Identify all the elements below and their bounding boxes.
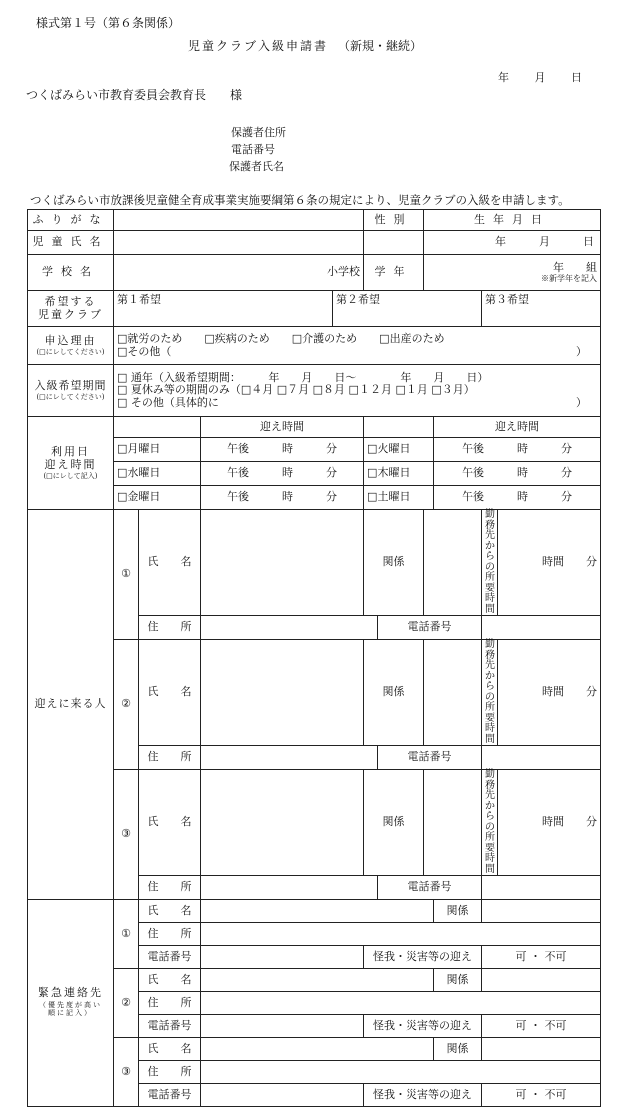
- time-saturday[interactable]: 午後 時 分: [434, 486, 601, 510]
- child-name-label: 児童氏名: [28, 231, 114, 255]
- birthdate-field[interactable]: 年 月 日: [424, 231, 601, 255]
- pickup-address-field-1[interactable]: [201, 616, 378, 640]
- date-line[interactable]: 年 月 日: [498, 71, 582, 84]
- period-line-2[interactable]: □ 夏休み等の期間のみ（□４月 □７月 □８月 □１２月 □１月 □３月）: [117, 383, 475, 397]
- emergency-injury-label-3: 怪我・災害等の迎え: [364, 1084, 482, 1107]
- reason-line-2[interactable]: [117, 346, 597, 359]
- emergency-name-label-2: 氏 名: [139, 969, 201, 992]
- day-thursday[interactable]: □木曜日: [364, 462, 434, 486]
- intro-text: つくばみらい市放課後児童健全育成事業実施要綱第６条の規定により、児童クラブの入級を申請します。: [30, 193, 570, 207]
- child-name-field[interactable]: [114, 231, 364, 255]
- reason-label-text: 申込理由: [44, 334, 97, 348]
- club-label: [28, 291, 114, 327]
- form-title-sub: （新規・継続）: [338, 39, 423, 53]
- club-label-line2: 児童クラブ: [38, 307, 103, 321]
- period-note: (□にレしてください): [36, 392, 105, 401]
- period-label: [28, 365, 114, 417]
- time-tuesday[interactable]: 午後 時 分: [434, 438, 601, 462]
- emergency-injury-label-2: 怪我・災害等の迎え: [364, 1015, 482, 1038]
- pickup-number-2: ②: [114, 640, 139, 770]
- time-monday[interactable]: 午後 時 分: [201, 438, 364, 462]
- pickup-phone-label-1: 電話番号: [378, 616, 482, 640]
- furigana-label: ふりがな: [28, 210, 114, 231]
- emergency-address-field-3[interactable]: [201, 1061, 601, 1084]
- gender-field[interactable]: [364, 231, 424, 255]
- emergency-number-2: ②: [114, 969, 139, 1038]
- day-monday[interactable]: □月曜日: [114, 438, 201, 462]
- pickup-name-label-1: 氏 名: [139, 510, 201, 616]
- day-tuesday[interactable]: □火曜日: [364, 438, 434, 462]
- club-label-line1: 希望する: [44, 294, 97, 308]
- day-friday[interactable]: □金曜日: [114, 486, 201, 510]
- pickup-relation-field-2[interactable]: [424, 640, 482, 746]
- reason-line-1[interactable]: □就労のため □疾病のため □介護のため □出産のため: [117, 331, 445, 345]
- emergency-address-field-1[interactable]: [201, 923, 601, 946]
- pickup-name-field-1[interactable]: [201, 510, 364, 616]
- reason-note: (□にレしてください): [36, 347, 105, 356]
- form-title-main: 児童クラブ入級申請書: [188, 39, 329, 53]
- emergency-phone-label-3: 電話番号: [139, 1084, 201, 1107]
- period-options[interactable]: [114, 365, 601, 417]
- emergency-name-label-3: 氏 名: [139, 1038, 201, 1061]
- choice-3-field[interactable]: 第３希望: [482, 291, 601, 327]
- pickup-time-header-left: 迎え時間: [201, 417, 364, 438]
- reason-close: ）: [576, 344, 588, 358]
- pickup-commute-field-3[interactable]: 時間 分: [498, 770, 601, 876]
- reason-options[interactable]: [114, 327, 601, 365]
- pickup-commute-field-1[interactable]: 時間 分: [498, 510, 601, 616]
- choice-2-field[interactable]: 第２希望: [333, 291, 482, 327]
- guardian-address-label[interactable]: 保護者住所: [231, 126, 286, 139]
- pickup-phone-field-2[interactable]: [482, 746, 601, 770]
- school-field[interactable]: 小学校: [114, 255, 364, 291]
- furigana-field[interactable]: [114, 210, 364, 231]
- emergency-phone-field-1[interactable]: [201, 946, 364, 969]
- guardian-name-label[interactable]: 保護者氏名: [229, 160, 284, 173]
- emergency-number-1: ①: [114, 900, 139, 969]
- emergency-label: [28, 900, 114, 1107]
- emergency-availability-3[interactable]: 可 ・ 不可: [482, 1084, 601, 1107]
- emergency-address-label-1: 住 所: [139, 923, 201, 946]
- emergency-relation-label-2: 関係: [434, 969, 482, 992]
- emergency-availability-1[interactable]: 可 ・ 不可: [482, 946, 601, 969]
- form-title: [188, 37, 422, 54]
- period-close: ）: [576, 395, 588, 409]
- emergency-phone-field-3[interactable]: [201, 1084, 364, 1107]
- addressee: つくばみらい市教育委員会教育長 様: [26, 88, 243, 102]
- pickup-commute-label-2: 勤務先からの所要時間: [482, 640, 498, 746]
- emergency-address-label-2: 住 所: [139, 992, 201, 1015]
- emergency-availability-2[interactable]: 可 ・ 不可: [482, 1015, 601, 1038]
- usage-day-header-right: [364, 417, 434, 438]
- emergency-address-label-3: 住 所: [139, 1061, 201, 1084]
- pickup-relation-label-1: 関係: [364, 510, 424, 616]
- guardian-phone-label[interactable]: 電話番号: [231, 143, 275, 156]
- reason-label: [28, 327, 114, 365]
- usage-label-1: 利用日: [51, 445, 90, 459]
- pickup-commute-field-2[interactable]: 時間 分: [498, 640, 601, 746]
- usage-note: (□にレして記入): [43, 471, 98, 480]
- grade-field[interactable]: [424, 255, 601, 291]
- pickup-person-label: 迎えに来る人: [28, 510, 114, 900]
- emergency-injury-label-1: 怪我・災害等の迎え: [364, 946, 482, 969]
- period-other[interactable]: □ その他（具体的に: [117, 395, 219, 409]
- emergency-relation-field-2[interactable]: [482, 969, 601, 992]
- emergency-phone-field-2[interactable]: [201, 1015, 364, 1038]
- time-thursday[interactable]: 午後 時 分: [434, 462, 601, 486]
- gender-label: 性別: [364, 210, 424, 231]
- emergency-relation-label-1: 関係: [434, 900, 482, 923]
- reason-other[interactable]: □その他（: [117, 344, 172, 358]
- pickup-number-3: ③: [114, 770, 139, 900]
- grade-note: ※新学年を記入: [541, 274, 598, 284]
- usage-day-header-left: [114, 417, 201, 438]
- pickup-number-1: ①: [114, 510, 139, 640]
- form-number: 様式第１号（第６条関係）: [36, 16, 181, 30]
- grade-value: 年 組: [553, 260, 598, 274]
- pickup-name-label-3: 氏 名: [139, 770, 201, 876]
- pickup-relation-field-3[interactable]: [424, 770, 482, 876]
- pickup-address-field-3[interactable]: [201, 876, 378, 900]
- pickup-address-label-1: 住 所: [139, 616, 201, 640]
- pickup-address-label-3: 住 所: [139, 876, 201, 900]
- pickup-relation-field-1[interactable]: [424, 510, 482, 616]
- day-saturday[interactable]: □土曜日: [364, 486, 434, 510]
- pickup-time-header-right: 迎え時間: [434, 417, 601, 438]
- birthdate-label: 生年月日: [424, 210, 601, 231]
- choice-1-field[interactable]: 第１希望: [114, 291, 333, 327]
- pickup-name-label-2: 氏 名: [139, 640, 201, 746]
- pickup-address-label-2: 住 所: [139, 746, 201, 770]
- emergency-address-field-2[interactable]: [201, 992, 601, 1015]
- emergency-name-field-2[interactable]: [201, 969, 434, 992]
- usage-label: [28, 417, 114, 510]
- emergency-note: （優先度が高い順に記入）: [39, 1001, 102, 1018]
- application-table: [27, 209, 601, 1107]
- pickup-relation-label-3: 関係: [364, 770, 424, 876]
- pickup-address-field-2[interactable]: [201, 746, 378, 770]
- pickup-commute-label-1: 勤務先からの所要時間: [482, 510, 498, 616]
- pickup-phone-field-1[interactable]: [482, 616, 601, 640]
- period-line-3[interactable]: [117, 397, 597, 410]
- period-label-text: 入級希望期間: [34, 379, 107, 393]
- period-line-1[interactable]: □ 通年（入級希望期間： 年 月 日～ 年 月 日）: [117, 370, 489, 384]
- time-friday[interactable]: 午後 時 分: [201, 486, 364, 510]
- day-wednesday[interactable]: □水曜日: [114, 462, 201, 486]
- pickup-phone-label-3: 電話番号: [378, 876, 482, 900]
- pickup-name-field-3[interactable]: [201, 770, 364, 876]
- pickup-phone-label-2: 電話番号: [378, 746, 482, 770]
- emergency-phone-label-1: 電話番号: [139, 946, 201, 969]
- grade-label: 学年: [364, 255, 424, 291]
- pickup-phone-field-3[interactable]: [482, 876, 601, 900]
- emergency-number-3: ③: [114, 1038, 139, 1107]
- pickup-relation-label-2: 関係: [364, 640, 424, 746]
- emergency-phone-label-2: 電話番号: [139, 1015, 201, 1038]
- school-label: 学校名: [28, 255, 114, 291]
- emergency-label-text: 緊急連絡先: [38, 985, 103, 999]
- emergency-relation-label-3: 関係: [434, 1038, 482, 1061]
- emergency-name-field-3[interactable]: [201, 1038, 434, 1061]
- pickup-name-field-2[interactable]: [201, 640, 364, 746]
- emergency-relation-field-3[interactable]: [482, 1038, 601, 1061]
- emergency-name-label-1: 氏 名: [139, 900, 201, 923]
- time-wednesday[interactable]: 午後 時 分: [201, 462, 364, 486]
- pickup-commute-label-3: 勤務先からの所要時間: [482, 770, 498, 876]
- usage-label-2: 迎え時間: [44, 457, 97, 471]
